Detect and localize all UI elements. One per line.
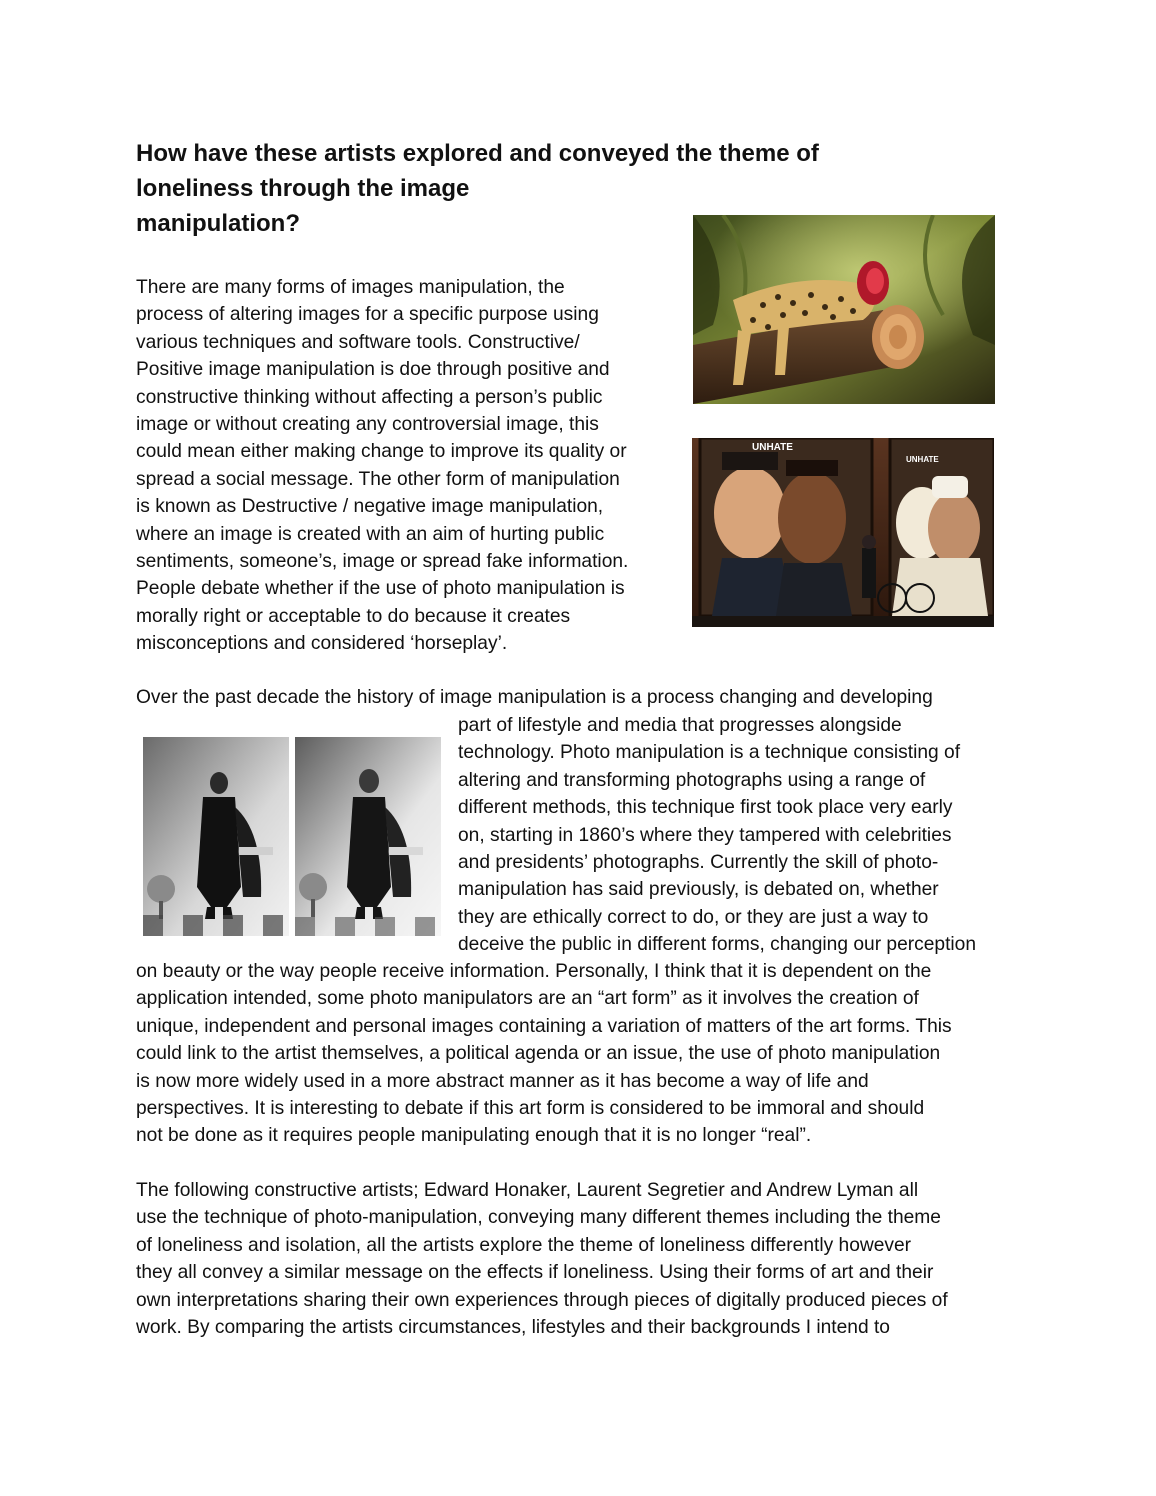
text-line: There are many forms of images manipulation, the [136,277,565,298]
text-line: use the technique of photo-manipulation, conveying many different themes including the theme [136,1207,941,1229]
text-line: own interpretations sharing their own experiences through pieces of digitally produced pieces of [136,1289,948,1311]
text-line: of loneliness and isolation, all the artists explore the theme of loneliness differently however [136,1234,912,1256]
text-line: morally right or acceptable to do because it creates [136,605,571,627]
text-line: unique, independent and personal images containing a variation of matters of the art forms. This [136,1015,952,1037]
text-line: where an image is created with an aim of hurting public [136,523,605,545]
history-paragraph-wrapped [458,712,1038,959]
text-line: process of altering images for a specific purpose using [136,304,599,326]
text-line: The following constructive artists; Edward Honaker, Laurent Segretier and Andrew Lyman all [136,1180,919,1201]
text-line: not be done as it requires people manipulating enough that it is no longer “real”. [136,1125,812,1147]
text-line: on beauty or the way people receive information. Personally, I think that it is dependent on the [136,961,932,982]
text-line: manipulation has said previously, is debated on, whether [458,879,939,901]
history-paragraph-continued [136,958,1036,1150]
title-line: loneliness through the image [136,175,470,202]
text-line: they are ethically correct to do, or they are just a way to [458,906,929,928]
lincoln-calhoun-comparison-photo [143,737,441,936]
unhate-billboard-photo [692,438,994,627]
text-line: spread a social message. The other form of manipulation [136,468,620,490]
text-line: altering and transforming photographs using a range of [458,769,926,791]
unhate-sign-left: UNHATE [752,442,793,453]
unhate-sign-right: UNHATE [906,455,939,464]
text-line: could link to the artist themselves, a political agenda or an issue, the use of photo manipulation [136,1043,941,1065]
text-line: and presidents’ photographs. Currently the skill of photo- [458,852,939,874]
text-line: application intended, some photo manipulators are an “art form” as it involves the creation of [136,988,919,1010]
title-line: How have these artists explored and conveyed the theme of [136,140,819,167]
text-line: is known as Destructive / negative image manipulation, [136,496,604,518]
text-line: is now more widely used in a more abstract manner as it has become a way of life and [136,1070,869,1092]
text-line: People debate whether if the use of photo manipulation is [136,578,625,600]
text-line: various techniques and software tools. Constructive/ [136,331,580,353]
artists-paragraph [136,1177,1036,1341]
text-line: work. By comparing the artists circumstances, lifestyles and their backgrounds I intend to [136,1317,890,1339]
text-line: Positive image manipulation is doe through positive and [136,359,610,381]
text-line: deceive the public in different forms, changing our perception [458,934,977,956]
text-line: technology. Photo manipulation is a technique consisting of [458,742,961,764]
text-line: they all convey a similar message on the effects if loneliness. Using their forms of art and their [136,1262,934,1284]
text-line: image or without creating any controversial image, this [136,414,599,436]
text-line: on, starting in 1860’s where they tampered with celebrities [458,824,952,846]
text-line: different methods, this technique first took place very early [458,797,953,819]
text-line: could mean either making change to improve its quality or [136,441,627,463]
history-paragraph-first-line [136,684,1036,711]
text-line: sentiments, someone’s, image or spread fake information. [136,551,629,573]
text-line: constructive thinking without affecting a person’s public [136,386,603,408]
leopard-on-log-photo [693,215,995,404]
intro-paragraph [136,274,676,658]
text-line: part of lifestyle and media that progresses alongside [458,715,902,736]
text-line: perspectives. It is interesting to debate if this art form is considered to be immoral and should [136,1098,925,1120]
text-line: misconceptions and considered ‘horseplay’. [136,633,508,655]
text-line: Over the past decade the history of image manipulation is a process changing and developing [136,687,933,708]
title-line: manipulation? [136,210,300,237]
